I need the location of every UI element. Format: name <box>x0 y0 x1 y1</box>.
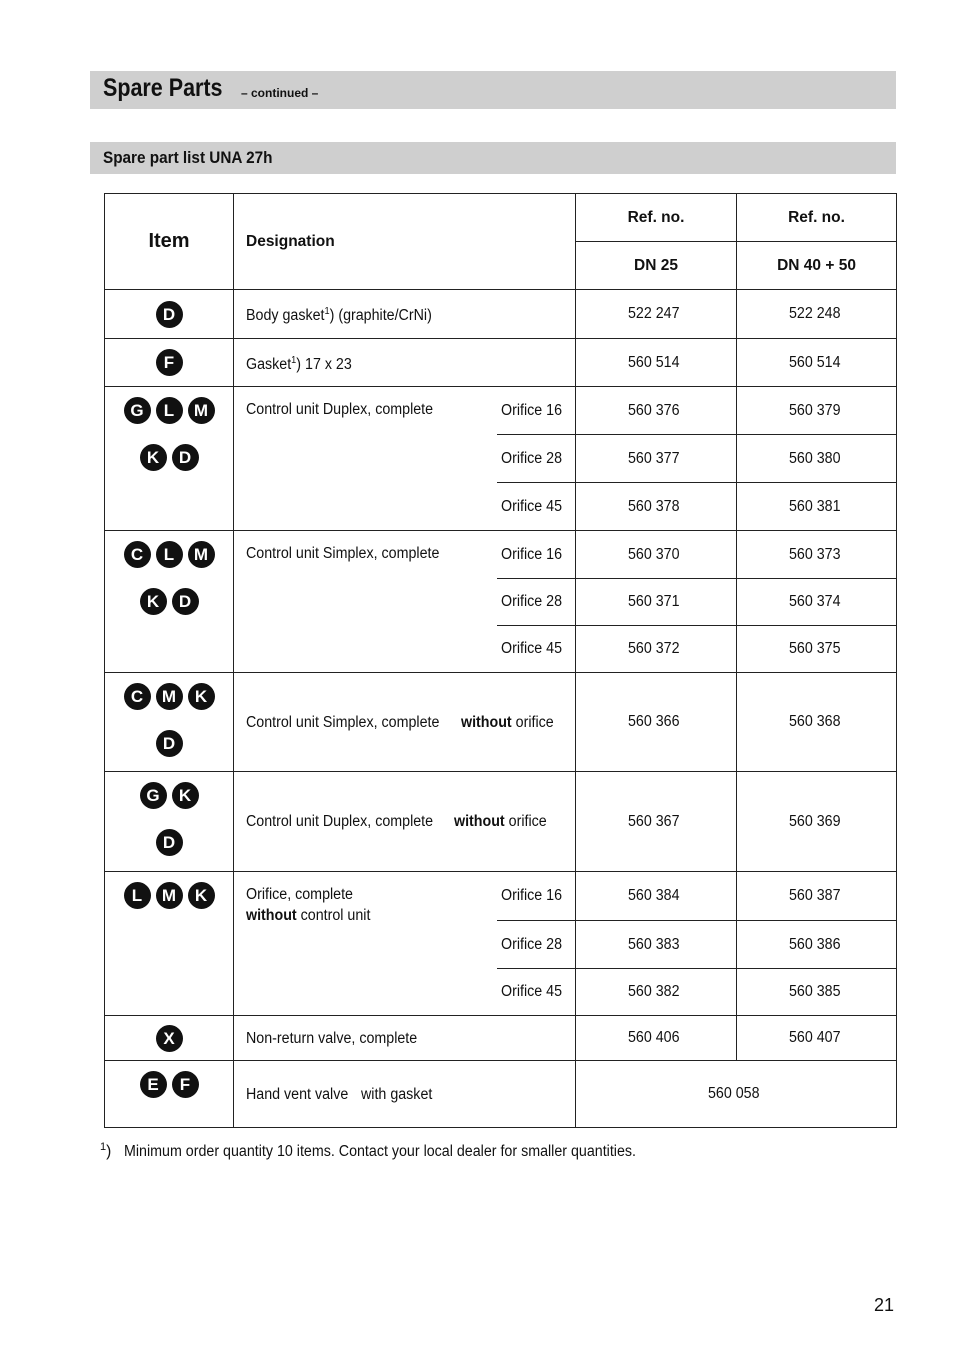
ref-dn25: 560 367 <box>576 772 737 872</box>
ref-dn25: 522 247 <box>576 290 737 339</box>
designation-text: Body gasket <box>246 307 325 325</box>
page-title: Spare Parts <box>103 74 223 102</box>
item-badge: M <box>188 397 215 424</box>
designation-cell: Control unit Simplex, complete without orifice <box>234 673 576 772</box>
table-row <box>105 772 897 872</box>
ref-dn40-50: 560 380 <box>737 435 897 483</box>
designation-cell <box>234 290 576 339</box>
ref-dn25: 560 383 <box>576 921 737 969</box>
designation-cell: Control unit Duplex, complete <box>234 387 497 531</box>
orifice-label: Orifice 45 <box>497 483 576 531</box>
table-row <box>105 872 897 921</box>
item-badge: D <box>156 301 183 328</box>
item-badge: G <box>124 397 151 424</box>
ref-dn25: 560 377 <box>576 435 737 483</box>
table-row <box>105 290 897 339</box>
ref-dn40-50: 560 514 <box>737 339 897 387</box>
spare-parts-table <box>104 193 897 1128</box>
header-designation: Designation <box>234 194 576 290</box>
orifice-label: Orifice 28 <box>497 579 576 626</box>
ref-dn40-50: 522 248 <box>737 290 897 339</box>
table-row <box>105 387 897 435</box>
ref-dn40-50: 560 385 <box>737 969 897 1016</box>
designation-text: Gasket <box>246 356 292 374</box>
item-badge: K <box>188 683 215 710</box>
section-title: Spare part list UNA 27h <box>103 148 273 167</box>
header-item: Item <box>105 194 234 290</box>
table-row <box>105 339 897 387</box>
ref-combined: 560 058 <box>576 1061 897 1128</box>
item-badge: K <box>140 444 167 471</box>
ref-dn40-50: 560 369 <box>737 772 897 872</box>
ref-dn25: 560 366 <box>576 673 737 772</box>
item-cell <box>105 772 234 872</box>
item-badge: K <box>188 882 215 909</box>
subtitle-banner <box>90 142 896 174</box>
ref-dn25: 560 514 <box>576 339 737 387</box>
ref-dn40-50: 560 375 <box>737 626 897 673</box>
page-number: 21 <box>874 1295 895 1315</box>
header-ref-no: Ref. no. <box>737 194 897 242</box>
item-badge: C <box>124 541 151 568</box>
ref-dn25: 560 382 <box>576 969 737 1016</box>
designation-cell: Control unit Simplex, complete <box>234 531 497 673</box>
designation-text: ) 17 x 23 <box>296 356 352 374</box>
table-row <box>105 673 897 772</box>
item-badge: L <box>156 541 183 568</box>
footnote: $^1$) Minimum order quantity 10 items. Contact your local dealer for smaller quantities. <box>100 1141 637 1161</box>
title-banner <box>90 71 896 109</box>
item-cell <box>105 290 234 339</box>
item-badge: K <box>140 588 167 615</box>
ref-dn40-50: 560 387 <box>737 872 897 921</box>
ref-dn25: 560 371 <box>576 579 737 626</box>
ref-dn40-50: 560 373 <box>737 531 897 579</box>
ref-dn40-50: 560 374 <box>737 579 897 626</box>
designation-text: ) (graphite/CrNi) <box>329 307 432 325</box>
item-badge: D <box>172 444 199 471</box>
item-badge: D <box>156 730 183 757</box>
item-cell <box>105 673 234 772</box>
ref-dn40-50: 560 381 <box>737 483 897 531</box>
orifice-label: Orifice 45 <box>497 626 576 673</box>
footnote-ref: 1 <box>324 306 330 318</box>
item-cell <box>105 387 234 531</box>
ref-dn25: 560 372 <box>576 626 737 673</box>
item-cell <box>105 1061 234 1128</box>
header-dn40-50: DN 40 + 50 <box>737 242 897 290</box>
orifice-label: Orifice 45 <box>497 969 576 1016</box>
ref-dn40-50: 560 407 <box>737 1016 897 1061</box>
designation-cell: Non-return valve, complete <box>234 1016 576 1061</box>
designation-cell: Hand vent valve with gasket <box>234 1061 576 1128</box>
orifice-label: Orifice 28 <box>497 921 576 969</box>
page-title-suffix: – continued – <box>241 86 319 100</box>
orifice-label: Orifice 28 <box>497 435 576 483</box>
designation-cell: Orifice, complete without control unit <box>234 872 497 1016</box>
orifice-label: Orifice 16 <box>497 531 576 579</box>
item-badge: M <box>156 882 183 909</box>
item-badge: G <box>140 782 167 809</box>
orifice-label: Orifice 16 <box>497 872 576 921</box>
ref-dn25: 560 406 <box>576 1016 737 1061</box>
table-row <box>105 1016 897 1061</box>
ref-dn25: 560 376 <box>576 387 737 435</box>
item-badge: D <box>172 588 199 615</box>
ref-dn40-50: 560 386 <box>737 921 897 969</box>
item-cell <box>105 339 234 387</box>
designation-cell <box>234 339 576 387</box>
item-badge: C <box>124 683 151 710</box>
item-badge: F <box>172 1071 199 1098</box>
item-badge: X <box>156 1025 183 1052</box>
item-badge: F <box>156 349 183 376</box>
item-badge: L <box>156 397 183 424</box>
ref-dn25: 560 378 <box>576 483 737 531</box>
footnote-ref: 1 <box>291 354 297 366</box>
table-header-row <box>105 194 897 242</box>
header-ref-no: Ref. no. <box>576 194 737 242</box>
ref-dn40-50: 560 379 <box>737 387 897 435</box>
item-cell <box>105 531 234 673</box>
item-cell <box>105 872 234 1016</box>
header-dn25: DN 25 <box>576 242 737 290</box>
footnote-text: Minimum order quantity 10 items. Contact your local dealer for smaller quantities. <box>124 1143 637 1161</box>
item-cell <box>105 1016 234 1061</box>
table-row <box>105 1061 897 1128</box>
item-badge: M <box>188 541 215 568</box>
item-badge: E <box>140 1071 167 1098</box>
ref-dn25: 560 384 <box>576 872 737 921</box>
item-badge: D <box>156 829 183 856</box>
ref-dn25: 560 370 <box>576 531 737 579</box>
ref-dn40-50: 560 368 <box>737 673 897 772</box>
item-badge: K <box>172 782 199 809</box>
item-badge: M <box>156 683 183 710</box>
footnote-mark: 1 <box>100 1141 107 1153</box>
item-badge: L <box>124 882 151 909</box>
orifice-label: Orifice 16 <box>497 387 576 435</box>
designation-cell: Control unit Duplex, complete without orifice <box>234 772 576 872</box>
table-row <box>105 531 897 579</box>
